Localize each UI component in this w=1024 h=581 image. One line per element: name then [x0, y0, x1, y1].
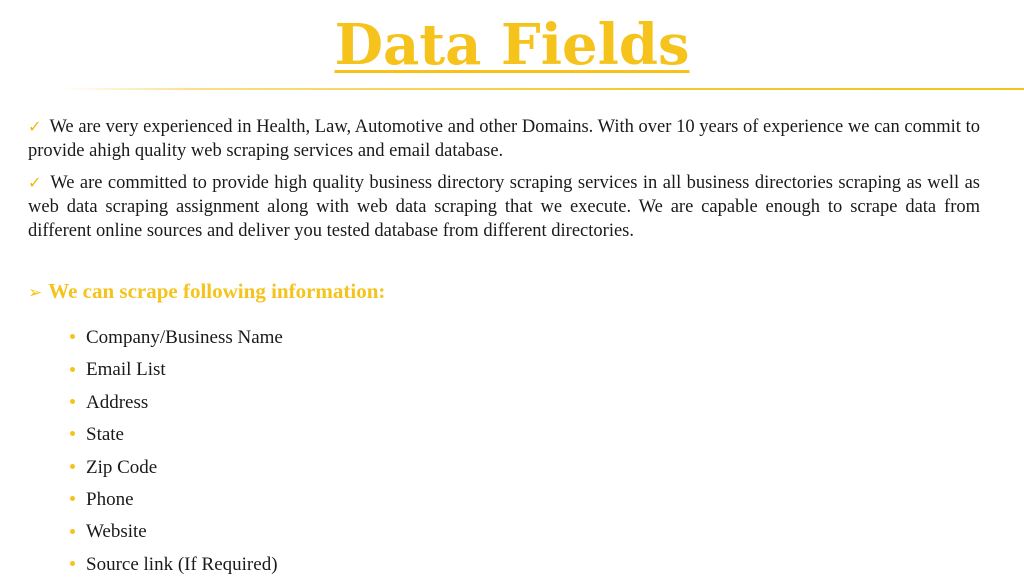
bullet-icon — [70, 529, 75, 534]
list-item: Address — [70, 387, 283, 419]
bullet-icon — [70, 431, 75, 436]
subheading-text: We can scrape following information: — [48, 279, 386, 303]
list-item: Company/Business Name — [70, 322, 283, 354]
bullet-icon — [70, 464, 75, 469]
slide-title — [0, 10, 1024, 80]
list-item: Website — [70, 516, 283, 548]
subheading — [28, 278, 385, 306]
title-divider — [60, 88, 1024, 90]
list-item: Phone — [70, 484, 283, 516]
bullet-icon — [70, 399, 75, 404]
list-item: Source link (If Required) — [70, 549, 283, 581]
bullet-icon — [70, 334, 75, 339]
slide-title-text: Data Fields — [334, 12, 690, 78]
bullet-icon — [70, 561, 75, 566]
list-item: Email List — [70, 354, 283, 386]
list-item: State — [70, 419, 283, 451]
check-icon: ✓ — [28, 173, 43, 192]
paragraph-experience — [28, 115, 980, 163]
paragraph-text: We are very experienced in Health, Law, Automotive and other Domains. With over 10 years of experience we can commit to provide ahigh quality web scraping services and email database. — [28, 117, 981, 161]
paragraph-text: We are committed to provide high quality business directory scraping services in all business directories scraping as well as web data scraping assignment along with web data scraping that we execute. We are capable enough to scrape data from different online sources and deliver you tested database from different directories. — [28, 173, 981, 241]
bullet-icon — [70, 496, 75, 501]
list-item: Zip Code — [70, 452, 283, 484]
paragraph-commitment — [28, 171, 980, 243]
information-list — [70, 322, 283, 581]
check-icon: ✓ — [28, 117, 42, 136]
bullet-icon — [70, 367, 75, 372]
arrow-right-icon: ➢ — [28, 283, 43, 303]
